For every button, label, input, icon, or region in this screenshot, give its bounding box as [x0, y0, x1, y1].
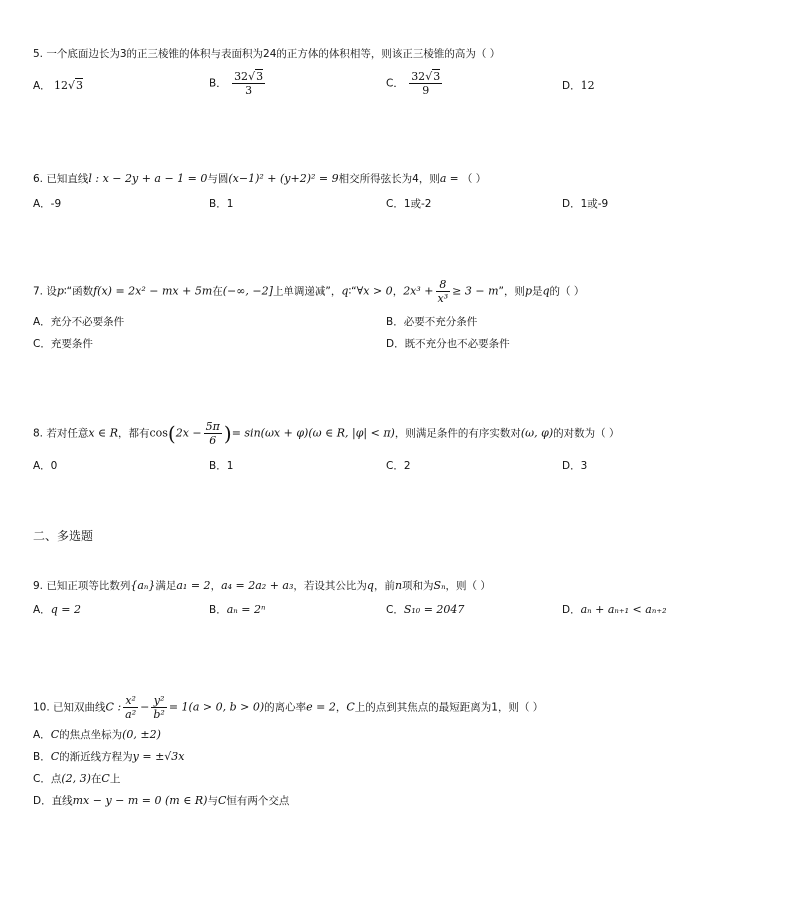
q10-option-c[interactable]: C．点(2, 3)在C上: [33, 772, 121, 785]
section-title: 二、多选题: [33, 529, 94, 543]
q5-option-c[interactable]: C． $\frac{32√3}{9}$: [386, 70, 441, 97]
q8-option-d[interactable]: D．3: [562, 460, 588, 472]
q10-option-d[interactable]: D．直线mx − y − m = 0 (m ∈ R)与C恒有两个交点: [33, 794, 290, 807]
q9-option-b[interactable]: B．aₙ = 2ⁿ: [209, 603, 266, 616]
q5-stem: 5. 一个底面边长为3的正三棱锥的体积与表面积为24的正方体的体积相等，则该正三棱锥的高为（ ）: [33, 48, 501, 60]
q7-option-a[interactable]: A．充分不必要条件: [33, 316, 125, 328]
q7-stem: 7. 设p∶“函数f(x) = 2x² − mx + 5m在(−∞, −2]上单调递减”，q∶“∀x > 0，2x³ + $\frac{8}{\text{x³}}$ ≥ 3 − m”，则p是q的（ ）: [33, 278, 585, 305]
q8-stem: 8. 若对任意x ∈ R，都有cos(2x − $\frac{5\pi}{6}$ )= sin(ωx + φ)(ω ∈ R, |φ| < π)，则满足条件的有序实数对(ω, φ)的对数为（ ）: [33, 420, 620, 447]
q5-option-a[interactable]: A． 12√3: [33, 79, 84, 92]
q9-option-c[interactable]: C．S₁₀ = 2047: [386, 603, 465, 616]
q10-option-a[interactable]: A．C的焦点坐标为(0, ±2): [33, 728, 161, 741]
q9-option-a[interactable]: A．q = 2: [33, 603, 81, 616]
q9-option-d[interactable]: D．aₙ + aₙ₊₁ < aₙ₊₂: [562, 603, 667, 616]
q6-option-b[interactable]: B．1: [209, 198, 234, 210]
q5-option-b[interactable]: B． $\frac{32√3}{3}$: [209, 70, 264, 97]
q5-option-d[interactable]: D．12: [562, 79, 595, 92]
q10-option-b[interactable]: B．C的渐近线方程为y = ±√3x: [33, 750, 185, 763]
q8-option-b[interactable]: B．1: [209, 460, 234, 472]
q6-option-c[interactable]: C．1或-2: [386, 198, 432, 210]
q6-stem: 6. 已知直线l : x − 2y + a − 1 = 0与圆(x−1)² + (y+2)² = 9相交所得弦长为4，则a = （ ）: [33, 172, 487, 185]
q8-option-c[interactable]: C．2: [386, 460, 411, 472]
q7-option-c[interactable]: C．充要条件: [33, 338, 93, 350]
q7-option-d[interactable]: D．既不充分也不必要条件: [386, 338, 510, 350]
q6-option-d[interactable]: D．1或-9: [562, 198, 609, 210]
q10-stem: 10. 已知双曲线C : $\frac{\text{x²}}{\text{a²}}$ − $\frac{\text{y²}}{\text{b²}}$ = 1(a > 0, b > 0)的离心率e = 2，C上的点到其焦点的最短距离为1，则（ ）: [33, 694, 544, 721]
q9-stem: 9. 已知正项等比数列{aₙ}满足a₁ = 2，a₄ = 2a₂ + a₃，若设其公比为q，前n项和为Sₙ，则（ ）: [33, 579, 491, 592]
q7-option-b[interactable]: B．必要不充分条件: [386, 316, 478, 328]
q8-option-a[interactable]: A．0: [33, 460, 58, 472]
q6-option-a[interactable]: A．-9: [33, 198, 62, 210]
